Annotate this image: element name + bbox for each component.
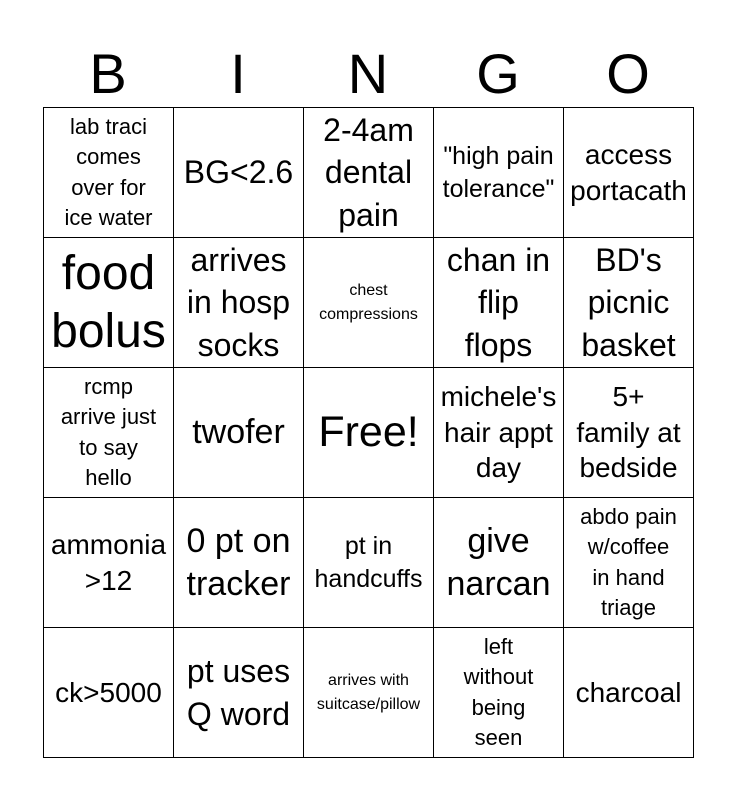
cell-label: pt uses Q word xyxy=(186,653,291,732)
cell-rcmp[interactable] xyxy=(44,368,174,498)
cell-zero-pt-tracker[interactable] xyxy=(174,498,304,628)
cell-charcoal[interactable] xyxy=(564,628,694,758)
cell-label: left without being seen xyxy=(463,633,534,750)
cell-lab-traci[interactable] xyxy=(44,108,174,238)
bingo-card-grid xyxy=(43,107,694,758)
cell-label: arrives in hosp socks xyxy=(186,242,291,363)
cell-label: charcoal xyxy=(575,676,682,708)
header-letter-b: B xyxy=(89,42,127,105)
header-letter-o: O xyxy=(606,42,650,105)
header-letter-g: G xyxy=(476,42,520,105)
cell-family-bedside[interactable] xyxy=(564,368,694,498)
cell-label: BG<2.6 xyxy=(183,154,294,191)
cell-label: ck>5000 xyxy=(55,676,162,708)
header-letter-i: I xyxy=(230,42,246,105)
cell-label: 2-4am dental pain xyxy=(323,112,414,233)
cell-label: food bolus xyxy=(51,246,166,358)
cell-suitcase-pillow[interactable] xyxy=(304,628,434,758)
cell-label: "high pain tolerance" xyxy=(442,141,555,203)
cell-chan-flip-flops[interactable] xyxy=(434,238,564,368)
cell-left-without-seen[interactable] xyxy=(434,628,564,758)
cell-label: pt in handcuffs xyxy=(314,531,423,593)
cell-handcuffs[interactable] xyxy=(304,498,434,628)
cell-chest-compressions[interactable] xyxy=(304,238,434,368)
cell-free[interactable] xyxy=(304,368,434,498)
cell-label: ammonia >12 xyxy=(50,528,167,596)
cell-hair-appt[interactable] xyxy=(434,368,564,498)
cell-label: access portacath xyxy=(570,138,687,206)
cell-label: give narcan xyxy=(446,521,551,603)
cell-give-narcan[interactable] xyxy=(434,498,564,628)
cell-abdo-pain[interactable] xyxy=(564,498,694,628)
cell-ammonia[interactable] xyxy=(44,498,174,628)
cell-label: rcmp arrive just to say hello xyxy=(60,373,157,490)
cell-high-pain-tolerance[interactable] xyxy=(434,108,564,238)
cell-food-bolus[interactable] xyxy=(44,238,174,368)
cell-bg[interactable] xyxy=(174,108,304,238)
cell-q-word[interactable] xyxy=(174,628,304,758)
cell-label: 5+ family at bedside xyxy=(576,380,681,484)
cell-label: chest compressions xyxy=(319,282,418,323)
cell-picnic-basket[interactable] xyxy=(564,238,694,368)
cell-label: michele's hair appt day xyxy=(440,380,557,484)
cell-label: abdo pain w/coffee in hand triage xyxy=(580,503,677,620)
bingo-header xyxy=(43,40,693,108)
cell-hosp-socks[interactable] xyxy=(174,238,304,368)
cell-label: lab traci comes over for ice water xyxy=(64,113,153,230)
cell-label: arrives with suitcase/pillow xyxy=(316,672,421,713)
cell-label: 0 pt on tracker xyxy=(186,521,291,603)
cell-label: Free! xyxy=(318,407,419,456)
cell-label: BD's picnic basket xyxy=(581,242,676,363)
cell-twofer[interactable] xyxy=(174,368,304,498)
cell-access-portacath[interactable] xyxy=(564,108,694,238)
header-letter-n: N xyxy=(347,42,389,105)
cell-label: chan in flip flops xyxy=(446,242,551,363)
cell-ck[interactable] xyxy=(44,628,174,758)
cell-dental-pain[interactable] xyxy=(304,108,434,238)
cell-label: twofer xyxy=(192,413,285,452)
